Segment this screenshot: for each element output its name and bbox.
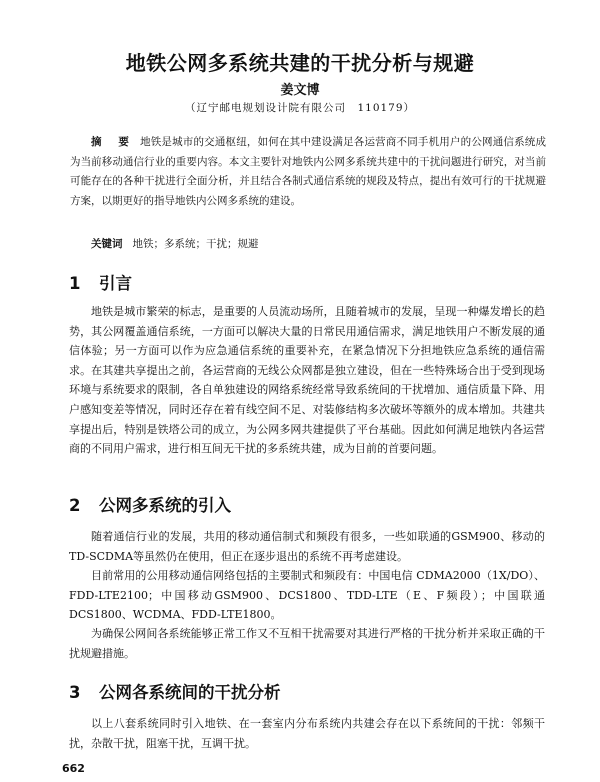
- abstract-label: 摘 要: [91, 136, 133, 148]
- section-number: 2: [69, 496, 81, 515]
- section-number: 1: [69, 274, 81, 293]
- keywords-label: 关键词: [91, 238, 123, 250]
- author-affiliation: （辽宁邮电规划设计院有限公司 110179）: [184, 102, 416, 114]
- section-heading-1: [69, 270, 132, 294]
- abstract: [70, 133, 546, 211]
- section-2-paragraph-2: 目前常用的公用移动通信网络包括的主要制式和频段有：中国电信 CDMA2000（1X/DO）、FDD-LTE2100；中国移动GSM900、DCS1800、TDD-LTE（E、F频段）；中国联通DCS1800、WCDMA、FDD-LTE1800。: [69, 569, 545, 622]
- keywords-text: 地铁；多系统；干扰；规避: [132, 238, 259, 250]
- section-number: 3: [69, 683, 81, 702]
- paper-title: 地铁公网多系统共建的干扰分析与规避: [125, 51, 475, 75]
- section-title: 引言: [99, 274, 132, 293]
- section-1-paragraph-1: 地铁是城市繁荣的标志，是重要的人员流动场所，且随着城市的发展，呈现一种爆发增长的趋势，其公网覆盖通信系统，一方面可以解决大量的日常民用通信需求，满足地铁用户不断发展的通信体验；另一方面可以作为应急通信系统的重要补充，在紧急情况下分担地铁应急系统的通信需求。在其建共享提出之前，各运营商的无线公众网都是独立建设，但在一些特殊场合出于受到现场环境与系统要求的限制，各自单独建设的网络系统经常导致系统间的干扰增加、通信质量下降、用户感知变差等情况，同时还存在着有线空间不足、对装修结构多次破坏等额外的成本增加。共建共享提出后，特别是铁塔公司的成立，为公网多网共建提供了平台基础。因此如何满足地铁内各运营商的不同用户需求，进行相互间无干扰的多系统共建，成为目前的首要问题。: [69, 305, 545, 456]
- section-2-paragraph-3: 为确保公网间各系统能够正常工作又不互相干扰需要对其进行严格的干扰分析并采取正确的干扰规避措施。: [69, 627, 545, 660]
- section-3-paragraph-1: 以上八套系统同时引入地铁、在一套室内分布系统内共建会存在以下系统间的干扰：邻频干扰，杂散干扰，阻塞干扰，互调干扰。: [69, 717, 545, 750]
- section-2-paragraph-1: 随着通信行业的发展，共用的移动通信制式和频段有很多，一些如联通的GSM900、移动的TD-SCDMA等虽然仍在使用，但正在逐步退出的系统不再考虑建设。: [69, 530, 545, 563]
- section-heading-3: [69, 679, 281, 703]
- section-title: 公网多系统的引入: [99, 496, 231, 515]
- section-title: 公网各系统间的干扰分析: [99, 683, 281, 702]
- abstract-text: 地铁是城市的交通枢纽，如何在其中建设满足各运营商不同手机用户的公网通信系统成为当前移动通信行业的重要内容。本文主要针对地铁内公网多系统共建中的干扰问题进行研究，对当前可能存在的各种干扰进行全面分析，并且结合各制式通信系统的规段及特点，提出有效可行的干扰规避方案，以期更好的指导地铁内公网多系统的建设。: [70, 136, 546, 207]
- author-name: 姜文博: [280, 83, 320, 98]
- section-heading-2: [69, 492, 231, 516]
- page-number: 662: [62, 762, 85, 775]
- keywords: [91, 236, 259, 251]
